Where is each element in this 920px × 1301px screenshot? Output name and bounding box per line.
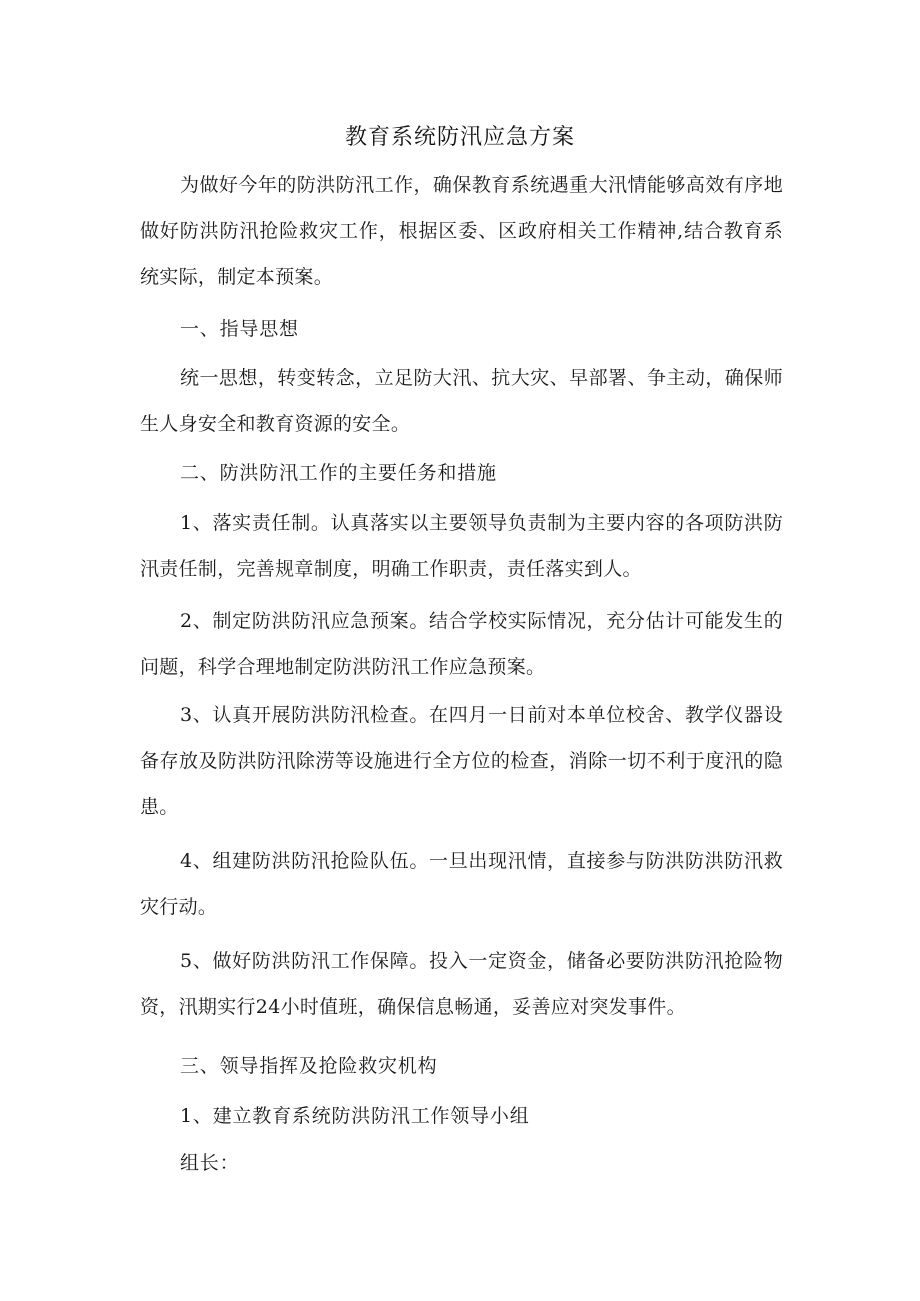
group-leader-label: 组长： [180,1152,240,1174]
document-title: 教育系统防汛应急方案 [344,125,575,150]
section-heading-command-structure: 三、领导指挥及抢险救灾机构 [180,1055,438,1077]
section-heading-main-tasks: 二、防洪防汛工作的主要任务和措施 [180,462,497,484]
section-heading-guiding-thought: 一、指导思想 [180,318,299,340]
task-item: 2、制定防洪防汛应急预案。结合学校实际情况，充分估计可能发生的问题，科学合理地制定防洪防汛工作应急预案。 [140,610,783,678]
task-item: 5、做好防洪防汛工作保障。投入一定资金，储备必要防洪防汛抢险物资，汛期实行24小时值班，确保信息畅通，妥善应对突发事件。 [140,950,783,1018]
task-item: 1、落实责任制。认真落实以主要领导负责制为主要内容的各项防洪防汛责任制，完善规章制度，明确工作职责，责任落实到人。 [140,512,783,580]
guiding-thought-paragraph: 统一思想，转变转念，立足防大汛、抗大灾、早部署、争主动，确保师生人身安全和教育资源的安全。 [140,367,783,435]
task-item: 3、认真开展防洪防汛检查。在四月一日前对本单位校舍、教学仪器设备存放及防洪防汛除涝等设施进行全方位的检查，消除一切不利于度汛的隐患。 [140,704,783,818]
task-item: 4、组建防洪防汛抢险队伍。一旦出现汛情，直接参与防洪防洪防汛救灾行动。 [140,850,783,918]
intro-paragraph: 为做好今年的防洪防汛工作，确保教育系统遇重大汛情能够高效有序地做好防洪防汛抢险救灾工作，根据区委、区政府相关工作精神,结合教育系统实际，制定本预案。 [140,174,783,288]
subsection-leadership-group: 1、建立教育系统防洪防汛工作领导小组 [180,1105,530,1127]
